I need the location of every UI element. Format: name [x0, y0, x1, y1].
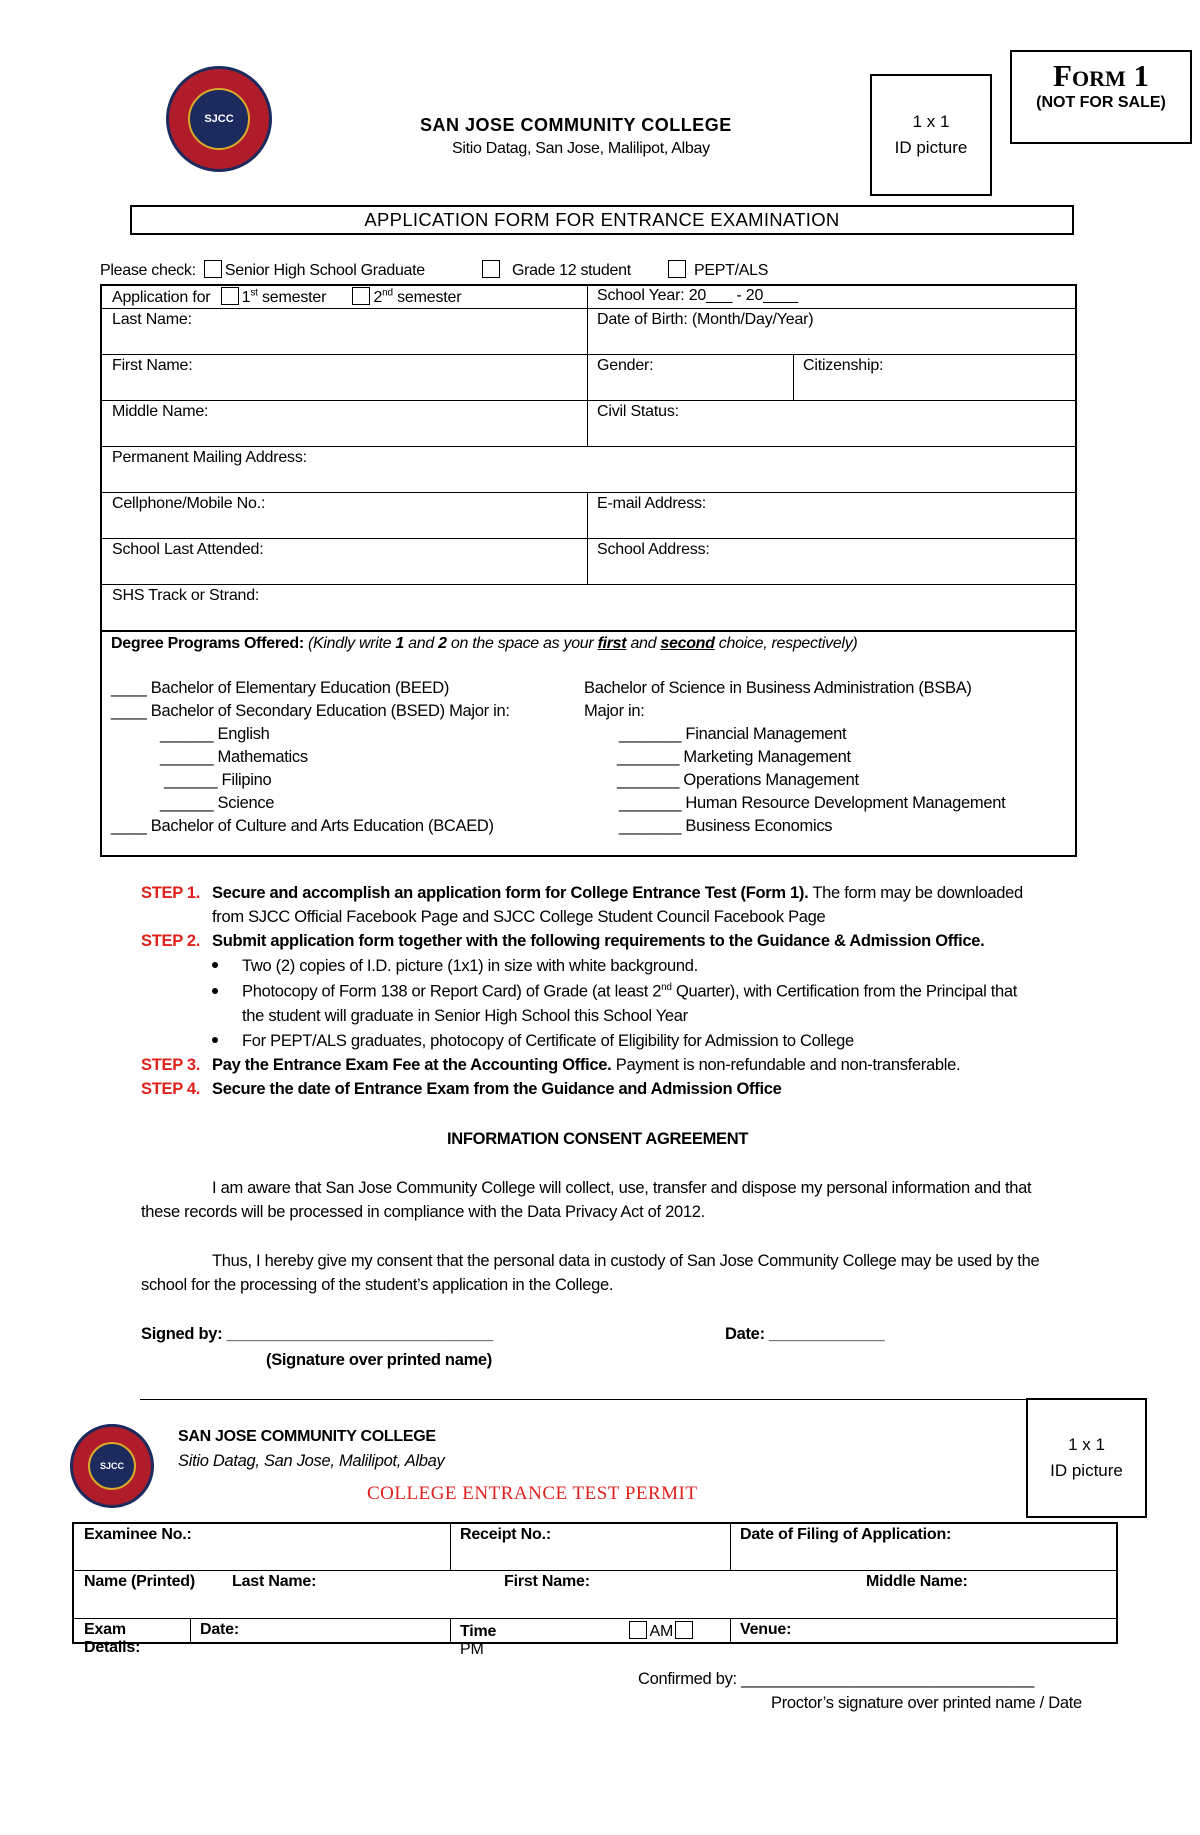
step-2-label: STEP 2.: [141, 932, 201, 950]
check-prompt-row: [100, 260, 425, 280]
signature-note: (Signature over printed name): [266, 1351, 493, 1369]
step-4-label: STEP 4.: [141, 1080, 201, 1098]
email-field[interactable]: E-mail Address:: [597, 495, 707, 512]
shs-track-field[interactable]: SHS Track or Strand:: [112, 587, 260, 604]
mailing-address-field[interactable]: Permanent Mailing Address:: [112, 449, 307, 466]
degree-heading-label: Degree Programs Offered:: [111, 635, 304, 652]
degree-right-4[interactable]: _______ Operations Management: [617, 771, 859, 789]
degree-left-0[interactable]: ____ Bachelor of Elementary Education (BEED): [111, 679, 450, 697]
consent-p1-line2: these records will be processed in compliance with the Data Privacy Act of 2012.: [141, 1203, 705, 1221]
step-4: [141, 1080, 781, 1099]
consent-p2-line1: Thus, I hereby give my consent that the personal data in custody of San Jose Community College may be used by the: [212, 1252, 1040, 1270]
permit-id-picture-box: [1026, 1398, 1147, 1518]
receipt-no-field[interactable]: Receipt No.:: [460, 1526, 551, 1543]
degree-left-5[interactable]: ______ Science: [160, 794, 275, 812]
sem2-num: 2: [373, 289, 383, 306]
school-year-cell[interactable]: School Year: 20___ - 20____: [597, 287, 798, 304]
degree-left-1[interactable]: ____ Bachelor of Secondary Education (BSED) Major in:: [111, 702, 510, 720]
step-4-bold: Secure the date of Entrance Exam from the Guidance and Admission Office: [212, 1080, 782, 1098]
citizenship-field[interactable]: Citizenship:: [803, 357, 884, 374]
degree-note-b: and: [404, 635, 439, 652]
permit-college-name: SAN JOSE COMMUNITY COLLEGE: [178, 1428, 436, 1445]
step-1-bold: Secure and accomplish an application form for College Entrance Test (Form 1).: [212, 884, 809, 902]
exam-date-field[interactable]: Date:: [200, 1621, 240, 1638]
permit-middle-name-field[interactable]: Middle Name:: [866, 1573, 968, 1590]
last-name-field[interactable]: Last Name:: [112, 311, 192, 328]
venue-field[interactable]: Venue:: [740, 1621, 792, 1638]
check-grade12-label: Grade 12 student: [512, 262, 631, 279]
step-2-bullet-3: [212, 1032, 854, 1051]
degree-left-3[interactable]: ______ Mathematics: [160, 748, 308, 766]
sem2-checkbox[interactable]: [352, 287, 370, 305]
cellphone-field[interactable]: Cellphone/Mobile No.:: [112, 495, 266, 512]
exam-time-field: [450, 1619, 730, 1658]
step-3: [141, 1056, 960, 1075]
step-1-rest: The form may be downloaded: [808, 884, 1023, 902]
permit-id-size: 1 x 1: [1068, 1435, 1105, 1454]
step-1-line2: from SJCC Official Facebook Page and SJCC College Student Council Facebook Page: [212, 908, 826, 926]
name-printed-label: Name (Printed): [84, 1573, 195, 1590]
sem1-label: semester: [257, 289, 327, 306]
degree-note-e: choice, respectively): [714, 635, 858, 652]
step-2-bold: Submit application form together with the following requirements to the Guidance & Admission Office.: [212, 932, 985, 950]
step-3-rest: Payment is non-refundable and non-transferable.: [611, 1056, 961, 1074]
check-shs-graduate-label: Senior High School Graduate: [224, 262, 425, 279]
step-2-bullet-1: [212, 957, 698, 976]
examinee-no-field[interactable]: Examinee No.:: [84, 1526, 192, 1543]
permit-logo-seal-icon: SJCC: [88, 1442, 136, 1490]
exam-time-label: Time: [460, 1623, 497, 1640]
college-logo: [166, 66, 272, 172]
proctor-note: Proctor’s signature over printed name / Date: [771, 1694, 1082, 1712]
step-2-bullet-2: [212, 982, 1017, 1002]
consent-date-field[interactable]: Date: _____________: [725, 1325, 885, 1343]
application-for-label: Application for: [112, 289, 211, 306]
id-box-size: 1 x 1: [912, 112, 950, 131]
form-label: Form 1: [1053, 58, 1149, 93]
first-name-field[interactable]: First Name:: [112, 357, 193, 374]
confirmed-by-field[interactable]: Confirmed by: _________________________________: [638, 1670, 1035, 1688]
application-for-cell: [102, 286, 587, 308]
degree-right-6[interactable]: _______ Business Economics: [619, 817, 833, 835]
degree-right-0: Bachelor of Science in Business Administration (BSBA): [584, 679, 972, 697]
degree-left-4[interactable]: ______ Filipino: [164, 771, 272, 789]
consent-p2-line2: school for the processing of the student’s application in the College.: [141, 1276, 614, 1294]
step-2-bullet-1-text: Two (2) copies of I.D. picture (1x1) in size with white background.: [242, 957, 698, 975]
step-2: [141, 932, 984, 951]
cut-divider: [140, 1399, 1026, 1400]
permit-title: COLLEGE ENTRANCE TEST PERMIT: [367, 1483, 698, 1504]
gender-field[interactable]: Gender:: [597, 357, 654, 374]
school-address-field[interactable]: School Address:: [597, 541, 710, 558]
step-2-bullet-2-line2: the student will graduate in Senior High School this School Year: [242, 1007, 688, 1025]
degree-programs-section: [102, 630, 1075, 855]
signed-by-field[interactable]: Signed by: ______________________________: [141, 1325, 493, 1343]
degree-left-6[interactable]: ____ Bachelor of Culture and Arts Education (BCAED): [111, 817, 494, 835]
form-note: (NOT FOR SALE): [1036, 94, 1166, 111]
degree-right-1: Major in:: [584, 702, 645, 720]
check-shs-graduate[interactable]: [204, 260, 222, 278]
degree-note-c: on the space as your: [446, 635, 598, 652]
sem1-checkbox[interactable]: [221, 287, 239, 305]
degree-note-2: 2: [438, 635, 447, 652]
permit-first-name-field[interactable]: First Name:: [504, 1573, 590, 1590]
degree-note-1: 1: [395, 635, 405, 652]
degree-note-first: first: [597, 635, 627, 652]
exam-details-label: Exam Details:: [84, 1621, 141, 1656]
permit-logo: [70, 1424, 154, 1508]
degree-left-2[interactable]: ______ English: [160, 725, 270, 743]
bullet-icon: [212, 962, 218, 968]
permit-table: [72, 1522, 1118, 1658]
degree-right-5[interactable]: _______ Human Resource Development Management: [619, 794, 1006, 812]
logo-seal-icon: SJCC: [188, 88, 250, 150]
check-prompt: Please check:: [100, 262, 196, 279]
degree-note-a: (Kindly write: [308, 635, 396, 652]
check-pept-label: PEPT/ALS: [694, 262, 769, 279]
degree-note-d: and: [626, 635, 661, 652]
check-grade12[interactable]: [482, 260, 500, 278]
middle-name-field[interactable]: Middle Name:: [112, 403, 209, 420]
college-name: SAN JOSE COMMUNITY COLLEGE: [420, 115, 732, 135]
permit-last-name-field[interactable]: Last Name:: [232, 1573, 317, 1590]
step-3-label: STEP 3.: [141, 1056, 201, 1074]
sem1-num: 1: [241, 289, 251, 306]
permit-college-address: Sitio Datag, San Jose, Malilipot, Albay: [178, 1452, 445, 1470]
pm-checkbox[interactable]: [675, 1621, 693, 1639]
am-label: AM: [649, 1623, 674, 1640]
form-title-text: APPLICATION FORM FOR ENTRANCE EXAMINATION: [364, 209, 840, 230]
application-table: [100, 284, 1077, 857]
sem1-sup: st: [250, 287, 258, 299]
date-of-filing-field[interactable]: Date of Filing of Application:: [740, 1526, 952, 1543]
check-grade12-row: [482, 260, 631, 280]
step-2-bullet-2-text: Photocopy of Form 138 or Report Card) of Grade (at least 2: [242, 982, 662, 1001]
sem2-sup: nd: [382, 287, 393, 299]
consent-p1-line1: I am aware that San Jose Community College will collect, use, transfer and dispose my personal information and that: [212, 1179, 1032, 1197]
school-last-attended-field[interactable]: School Last Attended:: [112, 541, 264, 558]
step-1: [141, 884, 1023, 903]
degree-note-second: second: [660, 635, 715, 652]
id-box-label: ID picture: [894, 138, 968, 157]
sem2-label: semester: [392, 289, 462, 306]
college-address: Sitio Datag, San Jose, Malilipot, Albay: [452, 140, 710, 157]
pm-label: PM: [460, 1641, 484, 1658]
form-title: [130, 205, 1074, 235]
date-of-birth-field[interactable]: Date of Birth: (Month/Day/Year): [597, 311, 814, 328]
id-picture-box: [870, 74, 992, 196]
degree-right-3[interactable]: _______ Marketing Management: [617, 748, 851, 766]
degree-heading: [111, 635, 857, 653]
form-label-box: [1010, 50, 1192, 144]
permit-id-label: ID picture: [1050, 1461, 1123, 1480]
step-2-bullet-2-rest: Quarter), with Certification from the Principal that: [671, 982, 1018, 1001]
step-3-bold: Pay the Entrance Exam Fee at the Accounting Office.: [212, 1056, 612, 1074]
bullet-icon: [212, 988, 218, 994]
step-2-bullet-3-text: For PEPT/ALS graduates, photocopy of Certificate of Eligibility for Admission to College: [242, 1032, 854, 1050]
civil-status-field[interactable]: Civil Status:: [597, 403, 679, 420]
check-pept-row: [668, 260, 768, 280]
consent-title: INFORMATION CONSENT AGREEMENT: [447, 1130, 749, 1148]
step-1-label: STEP 1.: [141, 884, 201, 902]
am-checkbox[interactable]: [629, 1621, 647, 1639]
bullet-icon: [212, 1037, 218, 1043]
check-pept[interactable]: [668, 260, 686, 278]
step-2-bullet-2-sup: nd: [661, 982, 672, 993]
degree-right-2[interactable]: _______ Financial Management: [619, 725, 847, 743]
